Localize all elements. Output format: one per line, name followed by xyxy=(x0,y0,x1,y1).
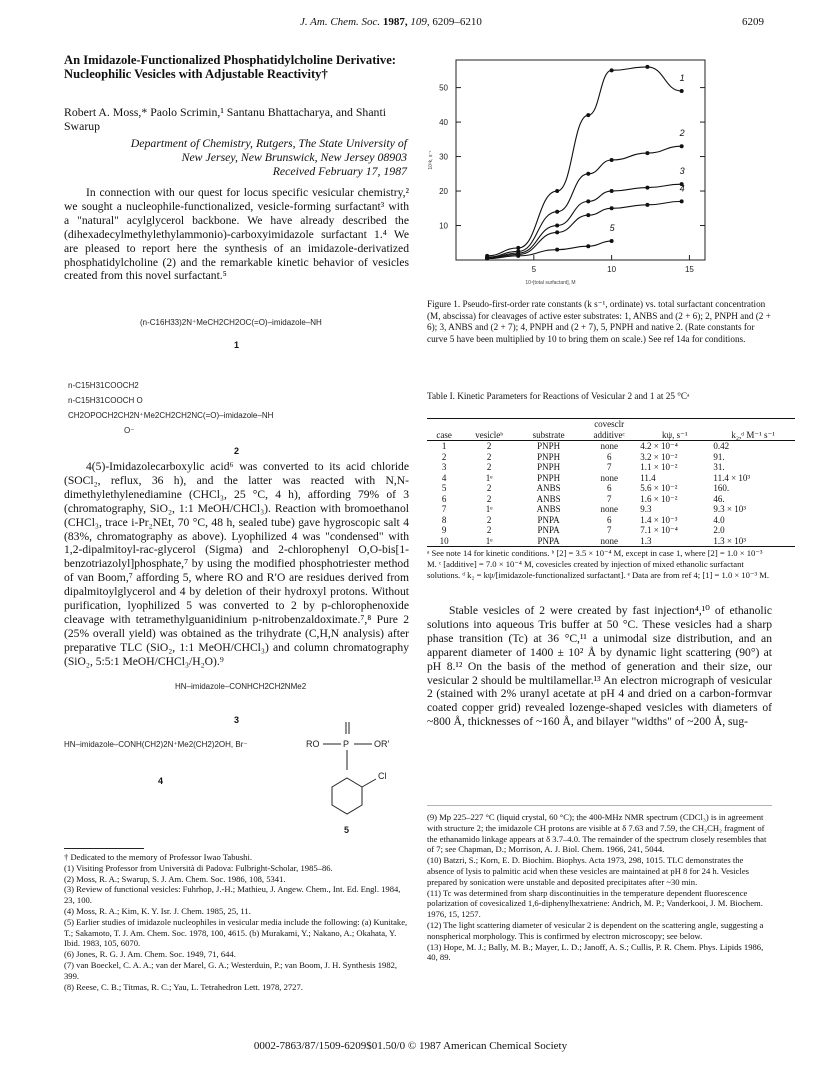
table-cell: 6 xyxy=(606,451,612,462)
table-cell: 1.3 × 10³ xyxy=(711,536,795,547)
structure-5-drawing xyxy=(296,718,416,838)
table-cell: 7 xyxy=(606,493,612,504)
data-point-3 xyxy=(610,189,614,193)
footnote-10: (10) Batzri, S.; Korn, E. D. Biochim. Biophys. Acta 1973, 298, 1015. TLC demonstrates the absence of lysis to palmitic acid when these vesicles are maintained at pH 8 for 24 h. Vesicles prepared by sonication were unstable and deposited precipitates after ~30 min. xyxy=(427,855,750,887)
footnote-8: (8) Reese, C. B.; Titmas, R. C.; Yau, L. Tetrahedron Lett. 1978, 2727. xyxy=(64,981,303,992)
table-cell: 6 xyxy=(606,514,612,525)
table-cell: 2 xyxy=(486,483,492,493)
chart-axes xyxy=(439,60,705,274)
chart-series xyxy=(485,65,684,261)
affiliation xyxy=(64,136,407,178)
series-label-1: 1 xyxy=(679,73,685,84)
table-cell: 3.2 × 10⁻² xyxy=(640,451,678,462)
footnote-1: (1) Visiting Professor from Università di Padova: Fulbright-Scholar, 1985–86. xyxy=(64,862,333,873)
data-point-5 xyxy=(485,257,489,261)
table-row xyxy=(427,462,795,473)
table-cell: ANBS xyxy=(536,483,561,493)
footnote-9: (9) Mp 225–227 °C (liquid crystal, 60 °C); the 400-MHz NMR spectrum (CDCl₃) is in agreement with structure 2; the imidazole CH protons are visible at δ 7.63 and 7.59, the CH₂CH₂ fragment of the ethanamido linkage appears at δ 3.7–4.0. The remainder of the spectrum closely resembles that of 7; see Chapman, D.; Morrison, A. J. Biol. Chem. 1966, 241, 5044. xyxy=(427,812,767,855)
data-point-4 xyxy=(610,206,614,210)
table-cell: PNPH xyxy=(537,462,561,472)
y-tick-label: 20 xyxy=(439,187,448,197)
table-cell: none xyxy=(600,441,618,451)
table-cell: 1.6 × 10⁻² xyxy=(640,493,678,504)
table-cell: 11.4 xyxy=(640,472,656,483)
footnote-4: (4) Moss, R. A.; Kim, K. Y. Isr. J. Chem. 1985, 25, 11. xyxy=(64,905,251,916)
table-cell: 7.1 × 10⁻⁴ xyxy=(640,525,678,535)
affiliation-line-1: Department of Chemistry, Rutgers, The State University of xyxy=(130,136,407,150)
structure-4-label: 4 xyxy=(158,776,164,786)
table-cell: 1ᵉ xyxy=(461,536,517,547)
journal-volume: 109, xyxy=(410,16,430,28)
data-point-2 xyxy=(610,158,614,162)
data-point-5 xyxy=(610,239,614,243)
y-axis-label: 10³k, s⁻¹ xyxy=(428,150,434,170)
table-cell: 4.2 × 10⁻⁴ xyxy=(640,441,678,451)
chlorophenyl-ring xyxy=(332,778,362,814)
table-cell: ANBS xyxy=(536,493,561,504)
table-row xyxy=(427,494,795,505)
table-row xyxy=(427,483,795,494)
table-cell: 160. xyxy=(713,483,730,493)
table-cell: 11.4 × 10³ xyxy=(713,472,751,483)
received-date: Received February 17, 1987 xyxy=(272,164,407,178)
data-point-2 xyxy=(645,151,649,155)
data-point-1 xyxy=(555,189,559,193)
table-cell: 1.1 × 10⁻² xyxy=(640,462,678,472)
table-cell: PNPH xyxy=(537,472,561,483)
intro-paragraph: In connection with our quest for locus specific vesicular chemistry,² we sought a nucleophile-functionalized, vesicle-forming surfactant³ with a "natural" acylglycerol backbone. We have already described the (dihexadecylmethylethylammonio)-carboxyimidazole surfactant 1.⁴ We are pleased to report here the synthesis of an imidazole-derivatized phosphatidylcholine (2) and the remarkable kinetic behavior of vesicles created from this novel surfactant.⁵ xyxy=(64,186,409,283)
table-cell: 2 xyxy=(486,514,492,525)
kinetics-table xyxy=(427,418,795,547)
footnote-rule-left xyxy=(64,848,144,849)
series-curve-1 xyxy=(487,67,682,256)
table-row xyxy=(427,536,795,547)
chart-labels xyxy=(428,73,685,286)
footnote-6: (6) Jones, R. G. J. Am. Chem. Soc. 1949, 71, 644. xyxy=(64,949,236,960)
table-cell: 7 xyxy=(606,462,612,472)
table-cell: 91. xyxy=(713,451,725,462)
data-point-4 xyxy=(645,203,649,207)
table-cell: 2 xyxy=(486,451,492,462)
th-kpsi: kψ, s⁻¹ xyxy=(638,419,711,441)
table-1 xyxy=(427,418,795,547)
page-footer: 0002-7863/87/1509-6209$01.50/0 © 1987 American Chemical Society xyxy=(253,1040,568,1052)
table-1-notes: ᵃ See note 14 for kinetic conditions. ᵇ [2] = 3.5 × 10⁻⁴ M, except in case 1, where [2] = 1.0 × 10⁻³ M. ᶜ [additive] = 7.0 × 10⁻⁴ M, covesicles created by injection of mixed ethanolic surfactant solutions. ᵈ k₂ = kψ/[imidazole-functionalized surfactant]. ᵉ Data are from ref 4; [1] = 1.0 × 10⁻³ M. xyxy=(427,548,770,580)
journal-pages: 6209–6210 xyxy=(432,16,482,28)
x-tick-label: 5 xyxy=(531,265,537,274)
page-number: 6209 xyxy=(742,16,764,28)
series-label-5: 5 xyxy=(609,223,615,234)
footnote-11: (11) Tc was determined from sharp discontinuities in the temperature dependent fluorescence polarization of covesicalized 1,6-diphenylhexatriene: Andrich, M. P.; Vanderkooi, J. M. Biochem. 1976, 15, 1257. xyxy=(427,887,763,920)
structure-1-formula: (n-C16H33)2N⁺MeCH2CH2OC(=O)–imidazole–NH xyxy=(140,318,322,327)
right-paragraph: Stable vesicles of 2 were created by fast injection⁴,¹⁰ of ethanolic solutions into aqueous Tris buffer at 50 °C. These vesicles had a sharp phase transition (Tc) at 36 °C,¹¹ a unimodal size distribution, and an apparent diameter of 1400 ± 10² Å by dynamic light scattering (90°) at pH 8.¹² On the basis of the method of generation and their size, our vesicular 2 should be multilamellar.¹³ An electron micrograph of vesicular 2 (stained with 2% uranyl acetate at pH 4 and dried on a carbon-formvar coated copper grid) revealed lozenge-shaped vesicles with diameters of ~800 Å, thicknesses of ~160 Å, and bilayer "widths" of ~200 Å, sug- xyxy=(427,604,772,729)
c-cl-bond xyxy=(362,779,376,787)
table-cell: PNPH xyxy=(537,441,561,451)
th-vesicle: vesicleᵇ xyxy=(461,419,517,441)
structure-1-label: 1 xyxy=(234,340,240,350)
footnote-dedication: † Dedicated to the memory of Professor Iwao Tabushi. xyxy=(64,852,253,862)
table-cell: 2 xyxy=(486,493,492,504)
data-point-5 xyxy=(586,244,590,248)
table-cell: 2 xyxy=(486,441,492,451)
structure-2-line-3: CH2OPOCH2CH2N⁺Me2CH2CH2NC(=O)–imidazole–NH xyxy=(68,411,274,420)
table-row xyxy=(427,504,795,515)
data-point-4 xyxy=(586,213,590,217)
table-cell: 2.0 xyxy=(713,525,725,535)
table-row xyxy=(427,515,795,526)
table-cell: 2 xyxy=(486,462,492,472)
footnote-2: (2) Moss, R. A.; Swarup, S. J. Am. Chem. Soc. 1986, 108, 5341. xyxy=(64,873,286,884)
data-point-4 xyxy=(680,199,684,203)
table-cell: 2 xyxy=(441,451,447,462)
table-cell: 1.4 × 10⁻³ xyxy=(640,514,678,525)
table-cell: 9.3 xyxy=(640,504,652,514)
structure-5-ro: RO xyxy=(306,739,320,749)
footnote-7: (7) van Boeckel, C. A. A.; van der Marel, G. A.; Westerduin, P.; van Boom, J. H. Synthesis 1982, 399. xyxy=(64,959,398,981)
table-cell: 9 xyxy=(441,525,447,535)
footnote-rule-right xyxy=(427,805,772,806)
table-cell: 8 xyxy=(441,514,447,525)
table-body xyxy=(427,441,795,547)
synthesis-paragraph: 4(5)-Imidazolecarboxylic acid⁶ was converted to its acid chloride (SOCl₂, reflux, 36 h), and the latter was reacted with N,N-dimethylethylenediamine (CHCl₃, 25 °C, 4 h), affording 79% of 3 (chromatography, SiO₂, 1:1 MeOH/CHCl₃). Reaction with bromoethanol (CHCl₃, trace i-Pr₂NEt, 70 °C, 48 h, sealed tube) gave hygroscopic salt 4 (83%, chromatography as above). Lyophilized 4 was "condensed" with 1,2-dipalmitoyl-rac-glycerol (Sigma) and 2-chlorophenyl O,O-bis[1-benzotriazolyl]phosphate,⁷ by using the modified phosphotriester method of van Boom,⁷ affording 5, where RO and R′O are residues derived from dipalmitoylglycerol and 4 by deletion of their hydroxyl protons. Without purification, lyophilized 5 was converted to 2 by p-chlorophenoxide cleavage with tetramethylguanidinium p-nitrobenzaldoximate.⁷,⁸ Pure 2 (25% overall yield) was obtained as the trihydrate (C,H,N analysis) after preparative TLC (SiO₂, 1:1 MeOH/CHCl₃) and column chromatography (SiO₂, 5:5:1 MeOH/CHCl₃/H₂O).⁹ xyxy=(64,460,409,668)
table-cell: PNPH xyxy=(537,451,561,462)
table-1-caption: Table I. Kinetic Parameters for Reactions of Vesicular 2 and 1 at 25 °Cᵃ xyxy=(427,391,690,401)
table-cell: 46. xyxy=(713,493,725,504)
structure-3-label: 3 xyxy=(234,715,240,725)
table-cell: 1 xyxy=(441,441,447,451)
table-cell: 6 xyxy=(606,483,612,493)
series-label-3: 3 xyxy=(679,166,685,177)
plot-frame xyxy=(456,60,705,260)
article-title: An Imidazole-Functionalized Phosphatidylcholine Derivative: Nucleophilic Vesicles with Adjustable Reactivity† xyxy=(64,53,396,82)
footnote-3: (3) Review of functional vesicles: Fuhrhop, J.-H.; Mathieu, J. Angew. Chem., Int. Ed. Engl. 1984, 23, 100. xyxy=(64,884,401,906)
table-cell: 2 xyxy=(486,525,492,535)
table-cell: ANBS xyxy=(536,504,561,514)
table-cell: 5.6 × 10⁻² xyxy=(640,483,678,493)
structure-2-line-1: n-C15H31COOCH2 xyxy=(68,381,139,390)
structure-3-formula: HN–imidazole–CONHCH2CH2NMe2 xyxy=(175,682,307,691)
structure-2-label: 2 xyxy=(234,446,240,456)
th-substrate: substrate xyxy=(517,419,580,441)
data-point-2 xyxy=(680,144,684,148)
x-tick-label: 15 xyxy=(684,265,694,274)
table-cell: none xyxy=(600,504,618,514)
data-point-4 xyxy=(555,230,559,234)
figure-1-svg xyxy=(420,52,720,292)
figure-1-chart xyxy=(420,52,720,292)
footnote-12: (12) The light scattering diameter of vesicular 2 is dependent on the scattering angle, suggesting a nonspherical morphology. This is confirmed by electron microscopy; see below. xyxy=(427,919,764,941)
th-k2: k₂,ᵈ M⁻¹ s⁻¹ xyxy=(711,419,795,441)
table-cell: PNPA xyxy=(537,525,560,535)
data-point-1 xyxy=(610,68,614,72)
structure-2-formula xyxy=(68,378,273,438)
y-tick-label: 40 xyxy=(439,118,448,128)
table-row xyxy=(427,452,795,463)
table-cell: 10 xyxy=(427,536,461,547)
data-point-1 xyxy=(680,89,684,93)
data-point-3 xyxy=(645,186,649,190)
series-curve-4 xyxy=(487,201,682,258)
table-cell: 1ᵉ xyxy=(485,472,493,483)
data-point-2 xyxy=(586,172,590,176)
figure-1-caption: Figure 1. Pseudo-first-order rate constants (k s⁻¹, ordinate) vs. total surfactant concentration (M, abscissa) for cleavages of active ester substrates: 1, ANBS and (2 + 6); 2, PNPH and (2 + 6); 3, ANBS and (2 + 7); 4, PNPH and (2 + 7), 5, PNPH and native 2. (Rate constants for curve 5 have been multiplied by 10 to bring them on scale.) See ref 14a for conditions. xyxy=(427,299,771,344)
series-label-4: 4 xyxy=(679,183,685,194)
structure-5-or: OR′ xyxy=(374,739,390,749)
table-cell: none xyxy=(580,536,638,547)
data-point-5 xyxy=(555,248,559,252)
th-additive: covesclr additiveᶜ xyxy=(580,419,638,441)
table-cell: 7 xyxy=(606,525,612,535)
structure-2-line-4: O⁻ xyxy=(124,426,135,435)
table-cell: 1.3 xyxy=(638,536,711,547)
footnotes-left xyxy=(64,852,409,992)
table-cell: 0.42 xyxy=(713,441,730,451)
x-tick-label: 10 xyxy=(607,265,617,274)
data-point-3 xyxy=(586,199,590,203)
structure-5-p: P xyxy=(343,739,350,749)
table-row xyxy=(427,525,795,536)
footnote-13: (13) Hope, M. J.; Bally, M. B.; Mayer, L. D.; Janoff, A. S.; Cullis, P. R. Chem. Phys. Lipids 1986, 40, 89. xyxy=(427,941,764,963)
footnotes-right xyxy=(427,812,772,963)
x-axis-label: 10⁴[total surfactant], M xyxy=(525,280,576,286)
table-cell: none xyxy=(600,472,618,483)
data-point-5 xyxy=(516,254,520,258)
structure-5-cl: Cl xyxy=(378,771,387,781)
y-tick-label: 10 xyxy=(439,221,448,231)
table-cell: 3 xyxy=(441,462,447,472)
series-label-2: 2 xyxy=(679,128,685,139)
structure-5 xyxy=(296,718,416,838)
data-point-3 xyxy=(555,224,559,228)
table-row xyxy=(427,473,795,484)
data-point-2 xyxy=(555,210,559,214)
table-cell: 7 xyxy=(441,504,447,514)
data-point-1 xyxy=(645,65,649,69)
journal-name: J. Am. Chem. Soc. xyxy=(300,16,381,28)
structure-2-line-2: n-C15H31COOCH O xyxy=(68,396,143,405)
affiliation-line-2: New Jersey, New Brunswick, New Jersey 08903 xyxy=(181,150,407,164)
structure-4-formula: HN–imidazole–CONH(CH2)2N⁺Me2(CH2)2OH, Br⁻ xyxy=(64,740,248,749)
table-cell: 4 xyxy=(441,472,447,483)
y-tick-label: 30 xyxy=(439,152,448,162)
table-cell: 9.3 × 10³ xyxy=(713,504,746,514)
footnote-5: (5) Earlier studies of imidazole nucleophiles in vesicular media include the following: (a) Kunitake, T.; Sakamoto, T. J. Am. Chem. Soc. 1978, 100, 4615. (b) Murakami, Y.; Nakano, A.; Okahata, Y. Ibid. 1983, 105, 6070. xyxy=(64,916,408,949)
running-header xyxy=(300,16,482,28)
table-cell: 4.0 xyxy=(713,514,725,525)
y-tick-label: 50 xyxy=(439,83,448,93)
table-row xyxy=(427,441,795,452)
th-case: case xyxy=(427,419,461,441)
author-list: Robert A. Moss,* Paolo Scrimin,¹ Santanu Bhattacharya, and Shanti Swarup xyxy=(64,105,387,133)
table-cell: PNPA xyxy=(537,514,560,525)
table-cell: 1ᵉ xyxy=(485,504,493,514)
table-cell: PNPA xyxy=(517,536,580,547)
journal-year: 1987, xyxy=(382,16,408,28)
table-cell: 6 xyxy=(441,493,447,504)
data-point-1 xyxy=(586,113,590,117)
table-cell: 31. xyxy=(713,462,725,472)
data-point-1 xyxy=(516,246,520,250)
table-cell: 5 xyxy=(441,483,447,493)
structure-5-label: 5 xyxy=(344,825,350,835)
